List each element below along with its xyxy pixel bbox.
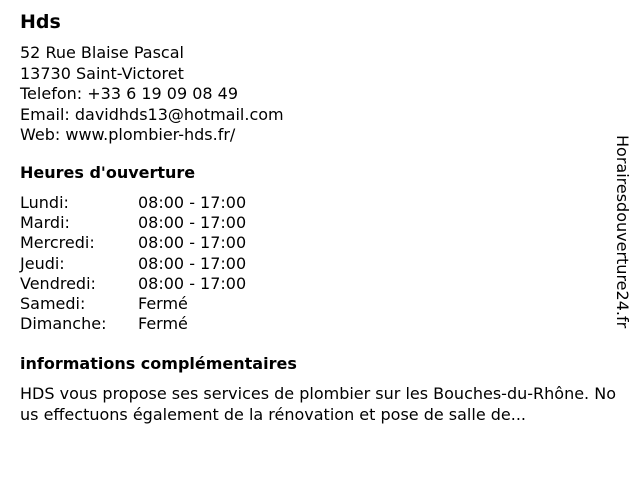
day-label: Vendredi:	[20, 273, 96, 293]
opening-hours-heading: Heures d'ouverture	[20, 163, 196, 182]
day-label: Mercredi:	[20, 233, 95, 253]
hours-row-saturday	[20, 294, 246, 314]
hours-row-thursday	[20, 254, 246, 274]
time-range: 08:00 - 17:00	[138, 193, 247, 212]
time-range: 08:00 - 17:00	[138, 213, 247, 233]
time-range: Fermé	[138, 294, 188, 314]
day-label: Dimanche:	[20, 314, 107, 334]
time-range: 08:00 - 17:00	[138, 233, 247, 253]
day-label: Lundi:	[20, 193, 69, 212]
day-label: Jeudi:	[20, 253, 65, 273]
time-range: Fermé	[138, 314, 188, 334]
email-address: Email: davidhds13@hotmail.com	[20, 104, 284, 124]
day-label: Mardi:	[20, 213, 70, 233]
phone-number: Telefon: +33 6 19 09 08 49	[20, 84, 239, 103]
address-city: 13730 Saint-Victoret	[20, 63, 184, 83]
contact-block	[20, 43, 284, 146]
website: Web: www.plombier-hds.fr/	[20, 125, 236, 144]
hours-row-friday	[20, 274, 246, 294]
day-label: Samedi:	[20, 294, 86, 314]
time-range: 08:00 - 17:00	[138, 273, 247, 293]
hours-row-tuesday	[20, 213, 246, 233]
site-watermark: Horairesdouverture24.fr	[613, 135, 632, 329]
hours-row-sunday	[20, 314, 246, 334]
business-name: Hds	[20, 11, 61, 33]
additional-info-heading: informations complémentaires	[20, 354, 297, 373]
hours-row-monday	[20, 193, 246, 213]
hours-row-wednesday	[20, 233, 246, 253]
time-range: 08:00 - 17:00	[138, 253, 247, 273]
business-description: HDS vous propose ses services de plombier sur les Bouches-du-Rhône. Nous effectuons également de la rénovation et pose de salle de...	[20, 384, 616, 424]
opening-hours-table	[20, 193, 246, 334]
address-street: 52 Rue Blaise Pascal	[20, 43, 184, 62]
